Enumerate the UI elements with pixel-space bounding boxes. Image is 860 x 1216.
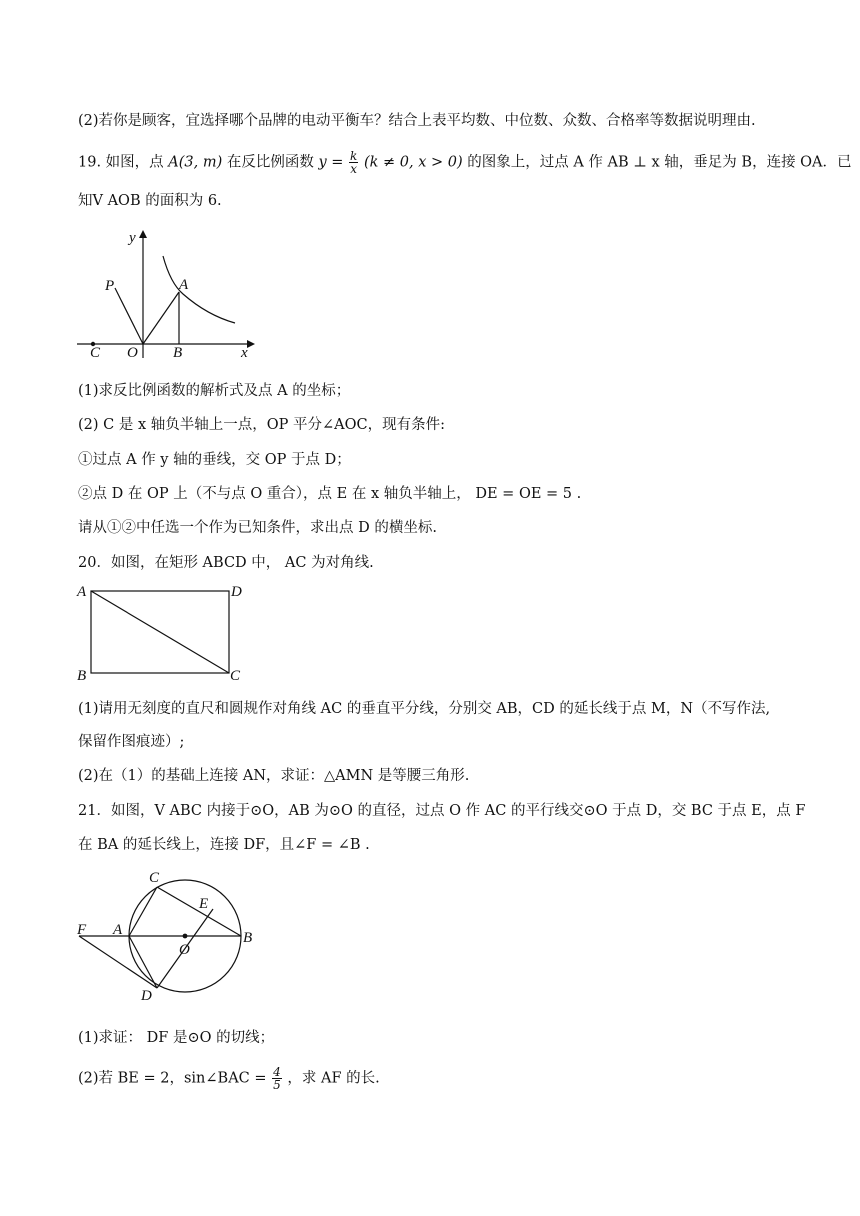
q19-func-lhs: y = — [318, 154, 344, 171]
label-y: y — [129, 230, 136, 246]
q20-stem: 20．如图，在矩形 ABCD 中， AC 为对角线. — [78, 555, 374, 571]
q19-stem-line1 — [78, 150, 852, 175]
segment-ac — [129, 887, 157, 936]
q19-point-a: A(3, m) — [168, 154, 223, 171]
label-p: P — [105, 278, 115, 294]
segment-oa — [143, 292, 179, 344]
q19-condition2: ②点 D 在 OP 上（不与点 O 重合），点 E 在 x 轴负半轴上， DE = OE = 5 . — [78, 486, 582, 502]
center-o-dot — [183, 934, 188, 939]
label-c: C — [149, 870, 160, 886]
diagonal-ac — [91, 591, 229, 673]
label-o: O — [127, 345, 138, 361]
q19-instruction: 请从①②中任选一个作为已知条件，求出点 D 的横坐标. — [78, 520, 437, 536]
label-a: A — [113, 922, 123, 938]
segment-ad — [129, 936, 157, 988]
q21-stem-line2: 在 BA 的延长线上，连接 DF，且∠F = ∠B . — [78, 837, 370, 853]
label-e: E — [199, 896, 209, 912]
q19-text: 在反比例函数 — [226, 154, 314, 171]
q19-part1: (1)求反比例函数的解析式及点 A 的坐标； — [78, 383, 351, 399]
q21-part2 — [78, 1066, 380, 1091]
label-c: C — [90, 345, 101, 361]
label-b: B — [173, 345, 183, 361]
q19-figure — [75, 226, 260, 366]
label-b: B — [77, 668, 87, 684]
label-a: A — [77, 584, 87, 600]
q20-part1-line1: (1)请用无刻度的直尺和圆规作对角线 AC 的垂直平分线，分别交 AB，CD 的延长线于点 M，N（不写作法, — [78, 701, 771, 717]
q20-part2: (2)在（1）的基础上连接 AN，求证：△AMN 是等腰三角形. — [78, 768, 470, 784]
x-axis-arrow — [247, 340, 255, 348]
label-c: C — [230, 668, 241, 684]
q21-fraction: $\frac{4}{5}$ — [273, 1065, 281, 1092]
q21-figure — [75, 866, 265, 1006]
q21-part2-tail: ，求 AF 的长. — [287, 1070, 380, 1087]
q19-condition: (k ≠ 0, x > 0) — [363, 154, 463, 171]
q21-part2-text: (2)若 BE = 2，sin∠BAC = — [78, 1070, 267, 1087]
label-a: A — [179, 277, 189, 293]
q20-figure — [75, 580, 250, 685]
q19-prefix: 19. 如图，点 — [78, 154, 164, 171]
hyperbola-curve — [163, 256, 235, 323]
segment-fd — [79, 936, 157, 988]
label-f: F — [77, 922, 87, 938]
q19-fraction: $\frac{k}{x}$ — [350, 149, 358, 176]
q18-part2-text: (2)若你是顾客，宜选择哪个品牌的电动平衡车？结合上表平均数、中位数、众数、合格率等数据说明理由. — [78, 113, 756, 129]
q19-condition1: ①过点 A 作 y 轴的垂线，交 OP 于点 D； — [78, 452, 351, 468]
label-x: x — [241, 345, 248, 361]
label-d: D — [231, 584, 242, 600]
q21-part1: (1)求证： DF 是⊙O 的切线； — [78, 1030, 275, 1046]
label-d: D — [141, 988, 152, 1004]
label-b: B — [243, 930, 253, 946]
segment-op — [115, 288, 143, 344]
q19-part2: (2) C 是 x 轴负半轴上一点，OP 平分∠AOC，现有条件: — [78, 417, 445, 433]
q20-part1-line2: 保留作图痕迹）; — [78, 734, 185, 750]
q19-text2: 的图象上，过点 A 作 AB ⊥ x 轴，垂足为 B，连接 OA．已 — [467, 154, 852, 171]
q19-stem-line2: 知V AOB 的面积为 6. — [78, 193, 222, 209]
q21-stem-line1: 21．如图，V ABC 内接于⊙O，AB 为⊙O 的直径，过点 O 作 AC 的平行线交⊙O 于点 D，交 BC 于点 E，点 F — [78, 803, 806, 819]
y-axis-arrow — [139, 230, 147, 238]
label-o: O — [179, 942, 190, 958]
